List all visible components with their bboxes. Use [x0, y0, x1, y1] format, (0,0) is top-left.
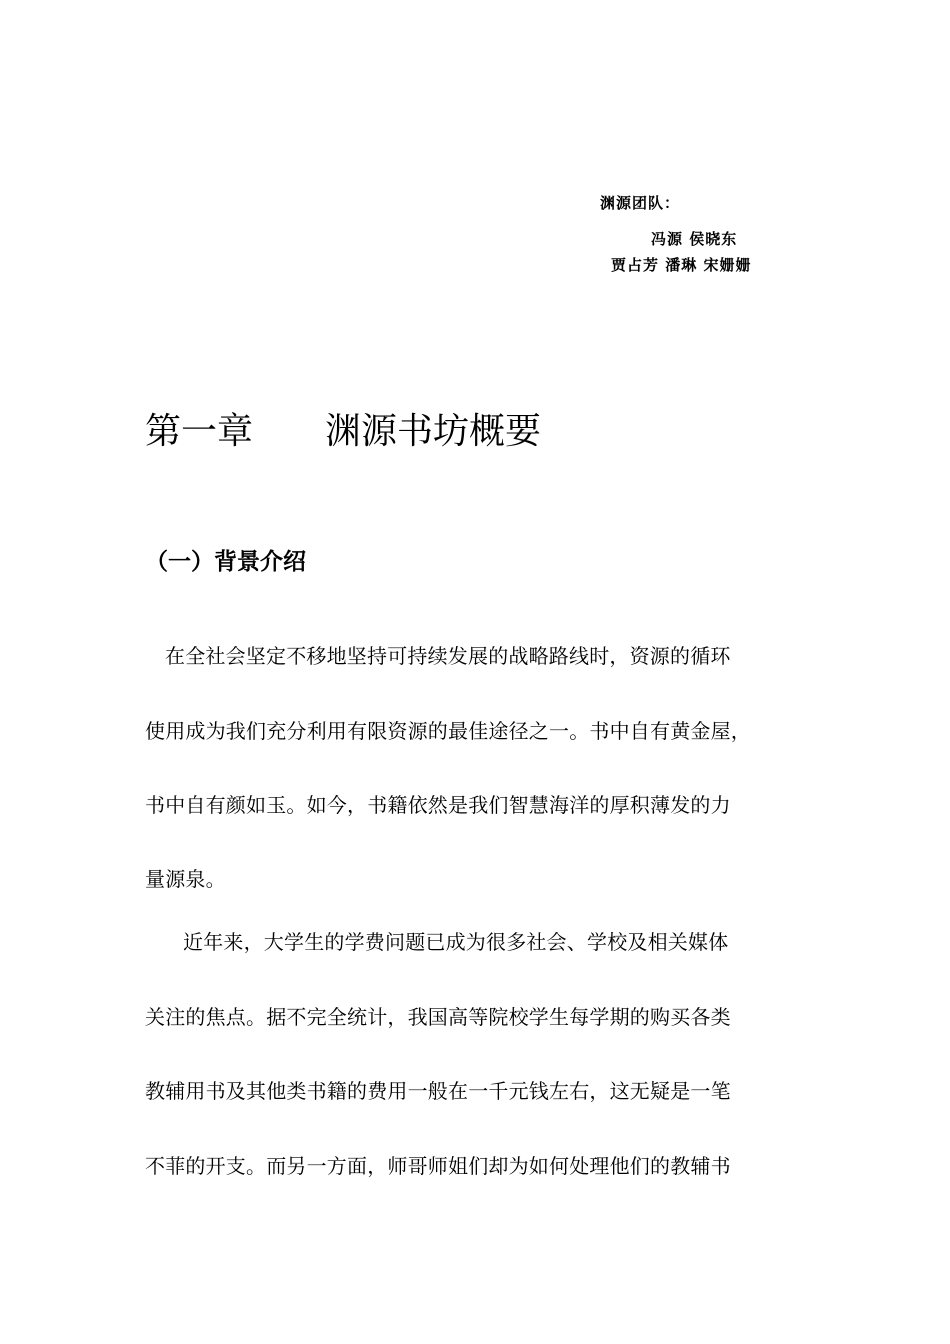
body-line: 使用成为我们充分利用有限资源的最佳途径之一。书中自有黄金屋， — [145, 719, 751, 743]
body-line: 关注的焦点。据不完全统计，我国高等院校学生每学期的购买各类 — [145, 1005, 731, 1029]
chapter-number: 第一章 — [145, 411, 254, 452]
body-line: 书中自有颜如玉。如今，书籍依然是我们智慧海洋的厚积薄发的力 — [145, 793, 731, 817]
body-line: 量源泉。 — [145, 867, 226, 891]
chapter-title: 渊源书坊概要 — [325, 411, 542, 452]
section-heading: （一）背景介绍 — [145, 549, 306, 575]
body-line: 不菲的开支。而另一方面，师哥师姐们却为如何处理他们的教辅书 — [145, 1154, 731, 1178]
team-members-line-1: 冯源 侯晓东 — [651, 230, 738, 248]
body-line: 教辅用书及其他类书籍的费用一般在一千元钱左右，这无疑是一笔 — [145, 1079, 731, 1103]
body-line: 在全社会坚定不移地坚持可持续发展的战略路线时，资源的循环 — [165, 644, 731, 668]
body-line: 近年来，大学生的学费问题已成为很多社会、学校及相关媒体 — [183, 930, 729, 954]
chapter-heading — [145, 403, 541, 454]
team-members-line-2: 贾占芳 潘琳 宋姗姗 — [611, 256, 752, 274]
team-label: 渊源团队： — [600, 194, 681, 212]
